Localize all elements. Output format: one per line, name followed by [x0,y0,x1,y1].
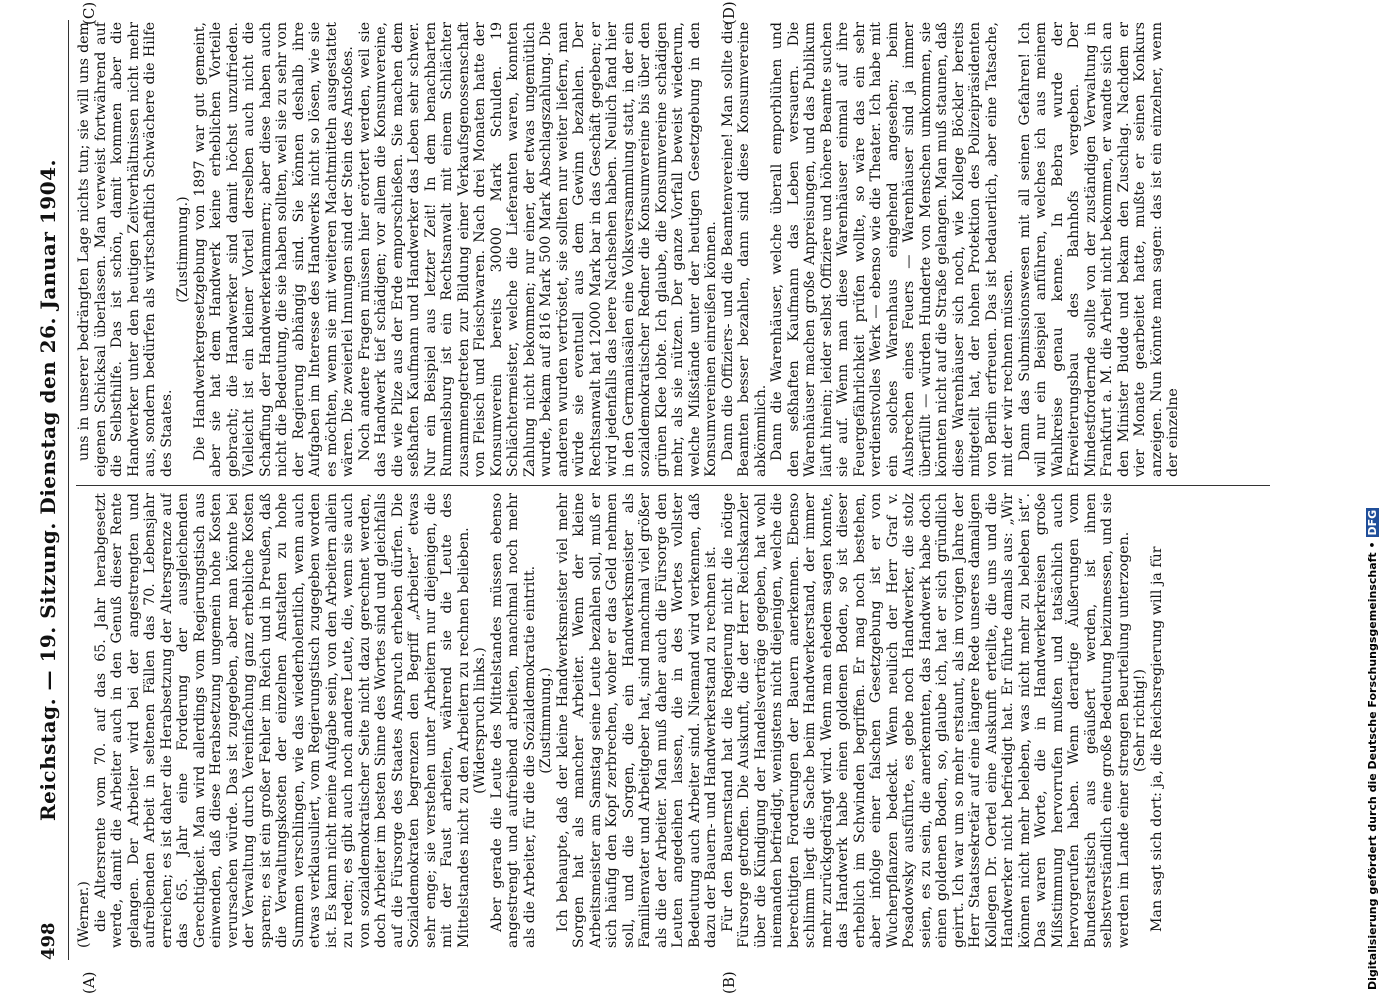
margin-marker-c: (C) [80,1,98,25]
dfg-logo: DFG [1366,509,1379,536]
paragraph: Ich behaupte, daß der kleine Handwerksmeister viel mehr Sorgen hat als mancher Arbeiter. Wenn der kleine Arbeitsmeister am Samstag seine Leute bezahlen soll, muß er sich häufig den Kopf zerbrechen, woher er das Geld nehmen soll, und die Sorgen, die ein Handwerksmeister als Familienvater und Arbeitgeber hat, sind manchmal viel größer als die der Arbeiter. Man muß daher auch die Fürsorge den Leuten angedeihen lassen, die in des Wortes vollster Bedeutung auch Arbeiter sind. Niemand wird verkennen, daß dazu der Bauern- und Handwerkerstand zu rechnen ist. [554,493,719,948]
paragraph: Die Handwerkergesetzgebung von 1897 war gut gemeint, aber sie hat dem Handwerk keine erheblichen Vorteile gebracht; die Handwerker sind damit höchst unzufrieden. Vielleicht ist ein kleiner Vorteil derselben auch nicht die Schaffung der Handwerkerkammern; aber diese haben auch nicht die Bedeutung, die sie haben sollten, weil sie zu sehr von der Regierung abhängig sind. Sie können deshalb ihre Aufgaben im Interesse des Handwerks nicht so lösen, wie sie es möchten, wenn sie mit weiteren Machtmitteln ausgestattet wären. Die zweierlei Innungen sind der Stein des Anstoßes. [191,22,356,477]
interjection: (Sehr richtig!) [1132,668,1148,773]
page-header [28,20,68,960]
margin-marker-a: (A) [80,971,98,994]
paragraph: uns in unserer bedrängten Lage nichts tun; sie will uns dem eigenen Schicksal überlassen. Man verweist fortwährend auf die Selbsthilfe. Das ist schön, damit kommen aber die Handwerker unter den heutigen Zeitverhältnissen nicht mehr aus, sondern bedürfen als wirtschaftlich Schwächere die Hilfe des Staates. [76,22,175,477]
paragraph: Aber gerade die Leute des Mittelstandes müssen ebenso angestrengt und aufreibend arbeiten, manchmal noch mehr als die Arbeiter, für die die Sozialdemokratie eintritt. [488,493,538,948]
interjection: (Zustimmung.) [175,196,191,303]
paragraph: Noch andere Fragen müssen hier erörtert werden, weil sie das Handwerk tief schädigen; vor allem die Konsumvereine, die wie Pilze aus der Erde emporschießen. Sie machen dem seßhaften Kaufmann und Handwerker das Leben sehr schwer. Nur ein Beispiel aus letzter Zeit! In dem benachbarten Rummelsburg ist ein Rechtsanwalt mit einem Schlächter zusammengetreten zur Bildung einer Verkaufsgenossenschaft von Fleisch und Fleischwaren. Nach drei Monaten hatte der Konsumverein bereits 30000 Mark Schulden. 19 Schlächtermeister, welche die Lieferanten waren, konnten Zahlung nicht bekommen; nur einer, der etwas ungemütlich wurde, bekam auf 816 Mark 500 Mark Abschlagszahlung. Die anderen wurden vertröstet, sie sollten nur weiter liefern, man würde sie eventuell aus dem Gewinn bezahlen. Der Rechtsanwalt hat 12000 Mark bar in das Geschäft gegeben; er wird jedenfalls das leere Nachsehen haben. Neulich fand hier in den Germaniasälen eine Volksversammlung statt, in der ein sozialdemokratischer Redner die Konsumvereine bis über den grünen Klee lobte. Ich glaube, die Konsumvereine schädigen mehr, als sie nützen. Der ganze Vorfall beweist wiederum, welche Mißstände unter der heutigen Gesetzgebung in den Konsumvereinen einreißen können. [356,22,719,477]
paragraph: Dann die Warenhäuser, welche überall emporblühen und den seßhaften Kaufmann das Leben versauern. Die Warenhäuser machen große Anpreisungen, und das Publikum läuft hinein; leider selbst Offiziere und höhere Beamte suchen sie auf. Wenn man diese Warenhäuser einmal auf ihre Feuergefährlichkeit prüfen wollte, so wäre das ein sehr verdienstvolles Werk — ebenso wie die Theater. Ich habe mit ein solches Warenhaus eingehend angesehen; beim Ausbrechen eines Feuers — Warenhäuser sind ja immer überfüllt — würden Hunderte von Menschen umkommen, sie könnten nicht auf die Straße gelangen. Man muß staunen, daß diese Warenhäuser sich noch, wie Kollege Böckler bereits mitgeteilt hat, der hohen Protektion des Polizeipräsidenten von Berlin erfreuen. Das ist bedauerlich, aber eine Tatsache, mit der wir rechnen müssen. [769,22,1016,477]
margin-marker-b: (B) [720,971,738,994]
paragraph: Man sagt sich dort: ja, die Reichsregierung will ja für [1148,546,1165,932]
digitization-credit [1366,508,1379,990]
paragraph: Dann das Submissionswesen mit all seinen Gefahren! Ich will nur ein Beispiel anführen, welches ich aus meinem Wahlkreise genau kenne. In Bebra wurde der Erweiterungsbau des Bahnhofs vergeben. Der Mindestfordernde sollte von der zuständigen Verwaltung in Frankfurt a. M. die Arbeit nicht bekommen, er wandte sich an den Minister Budde und bekam den Zuschlag. Nachdem er vier Monate gearbeitet hatte, mußte er seinen Konkurs anzeigen. Nun könnte man sagen: das ist ein einzelner, wenn der einzelne [1016,22,1181,477]
page-number: 498 [38,922,59,960]
right-column [76,22,1270,477]
credit-text: Digitalisierung gefördert durch die Deutsche Forschungsgemeinschaft • [1366,541,1379,990]
paragraph: Dann die Offiziers- und die Beamtenvereine! Man sollte die Beamten besser bezahlen, dann sind diese Konsumvereine abkömmlich. [719,22,769,477]
interjection: (Zustimmung.) [538,667,554,774]
running-title: Reichstag. — 19. Sitzung. Dienstag den 26. Januar 1904. [36,158,60,822]
paragraph: die Altersrente vom 70. auf das 65. Jahr herabgesetzt werde, damit die Arbeiter auch in den Genuß dieser Rente gelangen. Der Arbeiter wird bei der angestrengten und aufreibenden Arbeit in seltenen Fällen das 70. Lebensjahr erreichen; es ist daher die Herabsetzung der Altersgrenze auf das 65. Jahr eine Forderung der ausgleichenden Gerechtigkeit. Man wird allerdings vom Regierungstisch aus einwenden, daß diese Herabsetzung ungemein hohe Kosten verursachen würde. Das ist zugegeben, aber man könnte bei der Verwaltung durch Vereinfachung ganz erhebliche Kosten sparen; es ist ein großer Fehler im Reich und in Preußen, daß die Verwaltungskosten der einzelnen Anstalten zu hohe Summen verschlingen, wie das wiederholentlich, wenn auch etwas verklausuliert, vom Regierungstisch zugegeben worden ist. Es kann nicht meine Aufgabe sein, von den Arbeitern allein zu reden; es gibt auch noch andere Leute, die, wenn sie auch von sozialdemokratischer Seite nicht dazu gerechnet werden, doch Arbeiter im besten Sinne des Wortes sind und gleichfalls auf die Fürsorge des Staates Anspruch erheben dürfen. Die Sozialdemokraten begrenzen den Begriff „Arbeiter“ etwas sehr enge; sie verstehen unter Arbeitern nur diejenigen, die mit der Faust arbeiten, während sie die Leute des Mittelstandes nicht zu den Arbeitern zu rechnen belieben. [92,493,472,948]
left-column [76,493,1270,948]
paragraph: Für den Bauernstand hat die Regierung nicht die nötige Fürsorge getroffen. Die Auskunft, die der Herr Reichskanzler über die Kündigung der Handelsverträge gegeben, hat wohl niemanden befriedigt, wenigstens nicht diejenigen, welche die berechtigten Forderungen der Bauern anerkennen. Ebenso schlimm liegt die Sache beim Handwerkerstand, der immer mehr zurückgedrängt wird. Wenn man ehedem sagen konnte, das Handwerk habe einen goldenen Boden, so ist dieser erheblich im Schwinden begriffen. Er mag noch bestehen, aber infolge einer falschen Gesetzgebung ist er von Wucherpflanzen bedeckt. Wenn neulich der Herr Graf v. Posadowsky ausführte, es gebe noch Handwerker, die stolz seien, es zu sein, die anerkennten, das Handwerk habe doch einen goldenen Boden, so, glaube ich, hat er sich gründlich geirrt. Ich war um so mehr erstaunt, als im vorigen Jahre der Herr Staatssekretär auf eine längere Rede unseres damaligen Kollegen Dr. Oertel eine Auskunft erteilte, die uns und die Handwerker nicht befriedigt hat. Er führte damals aus: „Wir können nicht mehr beleben, was nicht mehr zu beleben ist“. Das waren Worte, die in Handwerkerkreisen große Mißstimmung hervorrufen mußten und tatsächlich auch hervorgerufen haben. Wenn derartige Äußerungen vom Bundesratstisch aus geäußert werden, ist ihnen selbstverständlich eine große Bedeutung beizumessen, und sie werden im Lande einer strengen Beurteilung unterzogen. [719,493,1132,948]
header-rule [68,20,69,960]
margin-marker-d: (D) [720,1,738,25]
rotated-page [20,0,1280,1000]
column-divider [76,485,1270,486]
speaker-label: (Werner.) [76,881,92,948]
interjection: (Widerspruch links.) [472,647,488,794]
